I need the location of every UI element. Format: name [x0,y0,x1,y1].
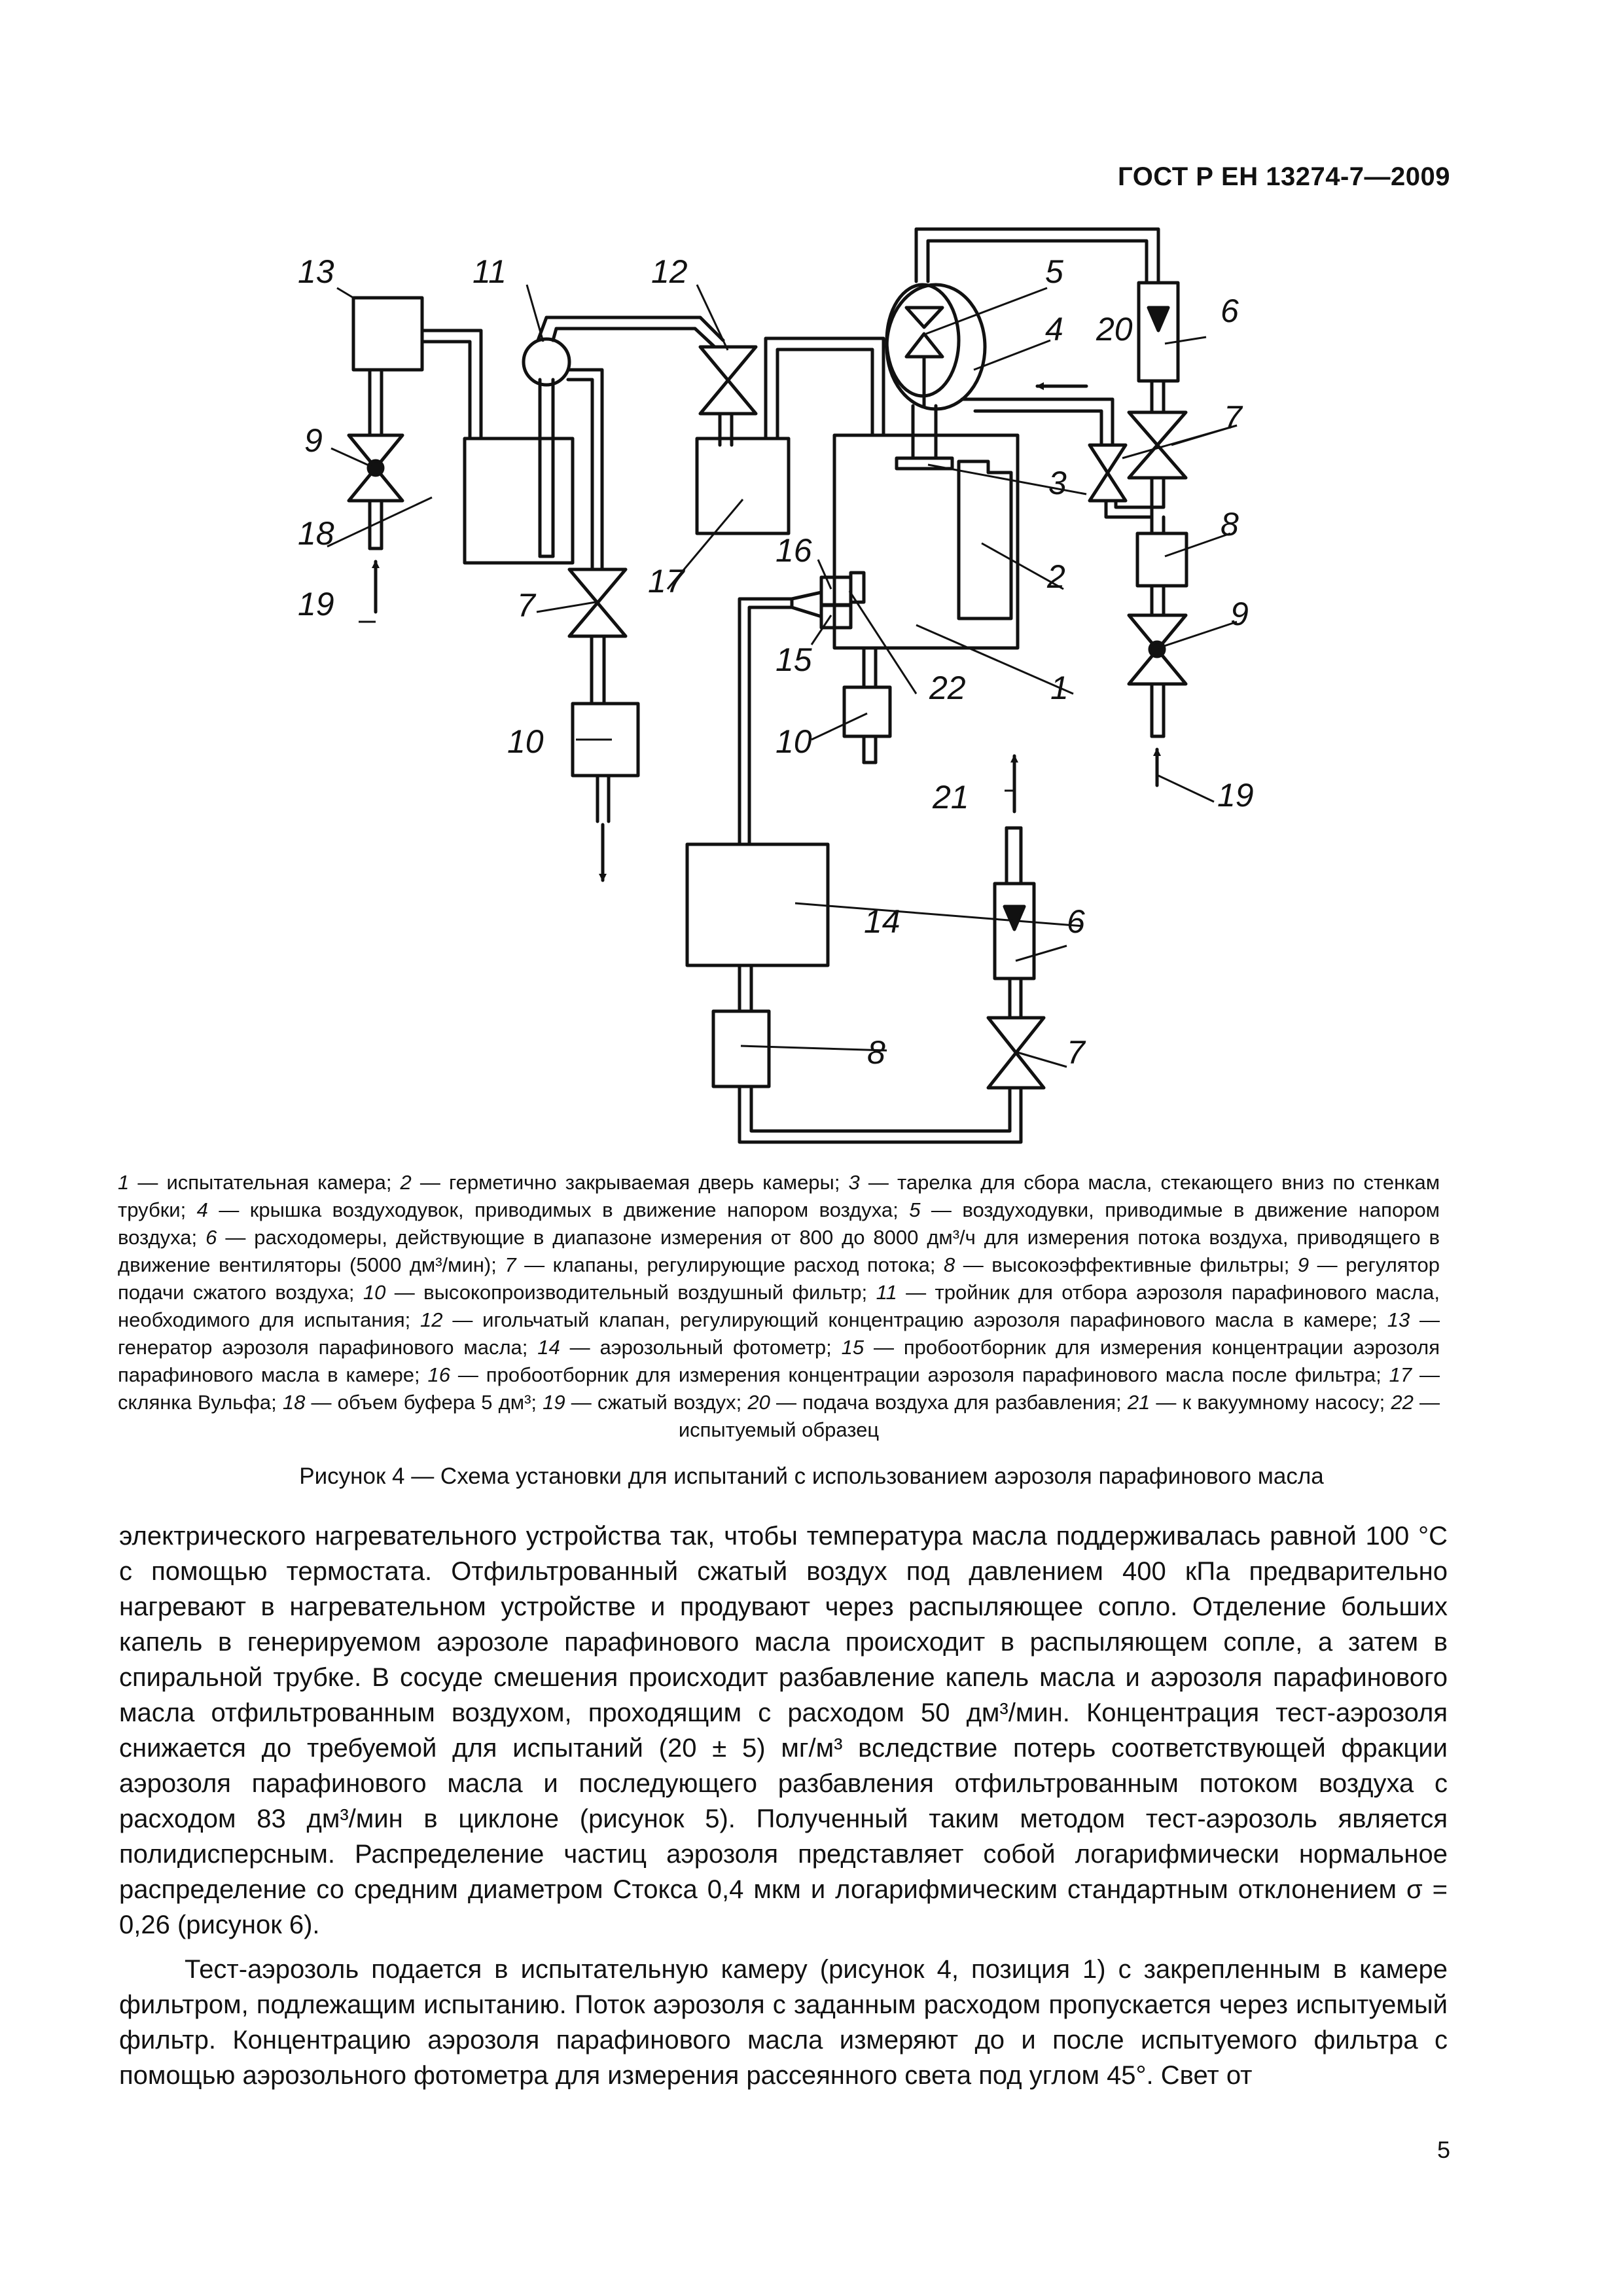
legend-item-text: — подача воздуха для разбавления; [770,1391,1128,1414]
legend-item-text: — генератор аэрозоля парафинового масла; [118,1308,1440,1359]
label-9-right: 9 [1230,596,1249,632]
legend-item-number: 3 [848,1171,860,1194]
needle-valve [700,347,756,414]
label-20: 20 [1096,311,1133,348]
label-5: 5 [1045,253,1063,290]
blower [906,308,942,327]
legend-item-text: — тарелка для сбора масла, стекающего вниз по стенкам трубки; [118,1171,1440,1221]
legend-item-number: 16 [427,1363,450,1386]
legend-item-text: — к вакуумному насосу; [1150,1391,1391,1414]
legend-item-number: 19 [543,1391,565,1414]
flow-valve-bottom [988,1018,1044,1088]
label-15: 15 [776,641,812,678]
label-12: 12 [651,253,688,290]
label-11: 11 [473,253,507,290]
legend-item-number: 21 [1127,1391,1150,1414]
hepa-filter-chamber [844,687,890,736]
label-19-left: 19 [298,586,334,622]
legend-item-number: 8 [944,1253,955,1276]
legend-item-number: 22 [1391,1391,1414,1414]
label-13: 13 [298,253,334,290]
legend-item-number: 7 [505,1253,516,1276]
legend-item-text: — испытуемый образец [678,1391,1440,1441]
label-17: 17 [648,563,685,600]
label-8-right: 8 [1221,506,1239,543]
legend-item-text: — расходомеры, действующие в диапазоне измерения от 800 до 8000 дм³/ч для измерения потока воздуха, приводящего в движение вентиляторы (5000 дм³/мин); [118,1226,1440,1276]
label-16: 16 [776,532,812,569]
legend-item-number: 18 [282,1391,306,1414]
legend-item-text: — герметично закрываемая дверь камеры; [411,1171,849,1194]
legend-item-number: 5 [909,1198,921,1221]
legend-item-text: — крышка воздуходувок, приводимых в движение напором воздуха; [207,1198,910,1221]
legend-item-number: 12 [420,1308,443,1331]
legend-item-number: 13 [1387,1308,1410,1331]
legend-item-number: 2 [400,1171,412,1194]
legend-item-text: — клапаны, регулирующие расход потока; [516,1253,944,1276]
legend-item-text: — пробоотборник для измерения концентрации аэрозоля парафинового масла после фильтра; [450,1363,1389,1386]
label-10-left: 10 [507,723,544,760]
flow-valve-dilution [1090,445,1126,501]
legend-item-text: — регулятор подачи сжатого воздуха; [118,1253,1440,1304]
label-7-left: 7 [517,587,535,624]
legend-item-number: 4 [196,1198,208,1221]
legend-item-number: 17 [1389,1363,1412,1386]
legend-item-number: 11 [876,1281,897,1304]
tee-circle [524,339,569,385]
figure-caption: Рисунок 4 — Схема установки для испытаний с использованием аэрозоля парафинового масла [299,1463,1324,1489]
legend-item-text: — аэрозольный фотометр; [560,1336,842,1359]
label-1: 1 [1050,670,1069,706]
legend-item-number: 1 [118,1171,130,1194]
flowmeter-bottom [995,884,1034,978]
legend-item-text: — склянка Вульфа; [118,1363,1440,1414]
hepa-filter-bottom [713,1011,769,1086]
legend-item-text: — воздуходувки, приводимые в движение напором воздуха; [118,1198,1440,1249]
legend-item-text: — высокопроизводительный воздушный фильтр; [385,1281,876,1304]
legend-item-number: 9 [1297,1253,1310,1276]
legend-item-text: — высокоэффективные фильтры; [955,1253,1298,1276]
flow-valve-left [569,569,626,636]
paragraph-1: электрического нагревательного устройства так, чтобы температура масла поддерживалась равной 100 °С с помощью термостата. Отфильтрованный сжатый воздух под давлением 400 кПа предварительно нагревают в нагревательном устройстве и продувают через распыляющее сопло. Отделение больших капель в генерируемом аэрозоле парафинового масла происходит в распыляющем сопле, а затем в спиральной трубке. В сосуде смешения происходит разбавление капель масла и аэрозоля парафинового масла отфильтрованным воздухом, проходящим с расходом 50 дм³/мин. Концентрация тест-аэрозоля снижается до требуемой для испытаний (20 ± 5) мг/м³ вследствие потерь соответствующей фракции аэрозоля парафинового масла и последующего разбавления отфильтрованным потоком воздуха с расходом 83 дм³/мин в циклоне (рисунок 5). Полученный таким методом тест-аэрозоль является полидисперсным. Распределение частиц аэрозоля представляет собой логарифмически нормальное распределение со средним диаметром Стокса 0,4 мкм и логарифмическим стандартным отклонением σ = 0,26 (рисунок 6). [119,1522,1448,1939]
document-number: ГОСТ Р ЕН 13274-7—2009 [1118,162,1450,191]
label-7-bottom: 7 [1067,1034,1085,1071]
legend-item-number: 14 [537,1336,560,1359]
label-7-right: 7 [1224,399,1242,436]
legend-item-text: — тройник для отбора аэрозоля парафинового масла, необходимого для испытания; [118,1281,1440,1331]
legend-item-text: — испытательная камера; [129,1171,401,1194]
figure-legend [118,1169,1440,1444]
label-21: 21 [933,779,969,816]
legend-item-number: 6 [205,1226,217,1249]
legend-item-text: — пробоотборник для измерения концентрации аэрозоля парафинового масла в камере; [118,1336,1440,1386]
page-number: 5 [1436,2136,1450,2163]
legend-item-number: 20 [747,1391,770,1414]
legend-item-number: 15 [841,1336,865,1359]
legend-item-text: — сжатый воздух; [565,1391,748,1414]
label-18: 18 [298,515,334,552]
legend-item-number: 10 [363,1281,386,1304]
body-text [119,1518,1448,2093]
label-3: 3 [1048,465,1067,501]
label-14: 14 [864,903,901,940]
label-4: 4 [1045,311,1063,348]
label-22: 22 [929,670,966,706]
buffer-vessel [465,439,573,563]
label-9-left: 9 [304,422,323,459]
label-10-chamber: 10 [776,723,812,760]
label-8-bottom: 8 [867,1034,885,1071]
legend-text [118,1169,1440,1444]
label-6-bottom: 6 [1067,903,1085,940]
hepa-filter-right [1137,533,1186,586]
woulff-bottle [697,439,789,533]
chamber-door [959,461,1011,619]
legend-item-text: — игольчатый клапан, регулирующий концентрацию аэрозоля парафинового масла в камере; [442,1308,1387,1331]
label-19-right: 19 [1217,777,1254,814]
label-2: 2 [1047,558,1065,595]
label-6: 6 [1221,293,1239,329]
flow-valve-right [1129,412,1186,478]
paragraph-2: Тест-аэрозоль подается в испытательную камеру (рисунок 4, позиция 1) с закрепленным в камере фильтром, подлежащим испытанию. Поток аэрозоля с заданным расходом пропускается через испытуемый фильтр. Концентрацию аэрозоля парафинового масла измеряют до и после испытуемого фильтра с помощью аэрозольного фотометра для измерения рассеянного света под углом 45°. Свет от [119,1955,1448,2090]
aerosol-generator-box [353,298,422,370]
legend-item-text: — объем буфера 5 дм³; [305,1391,543,1414]
